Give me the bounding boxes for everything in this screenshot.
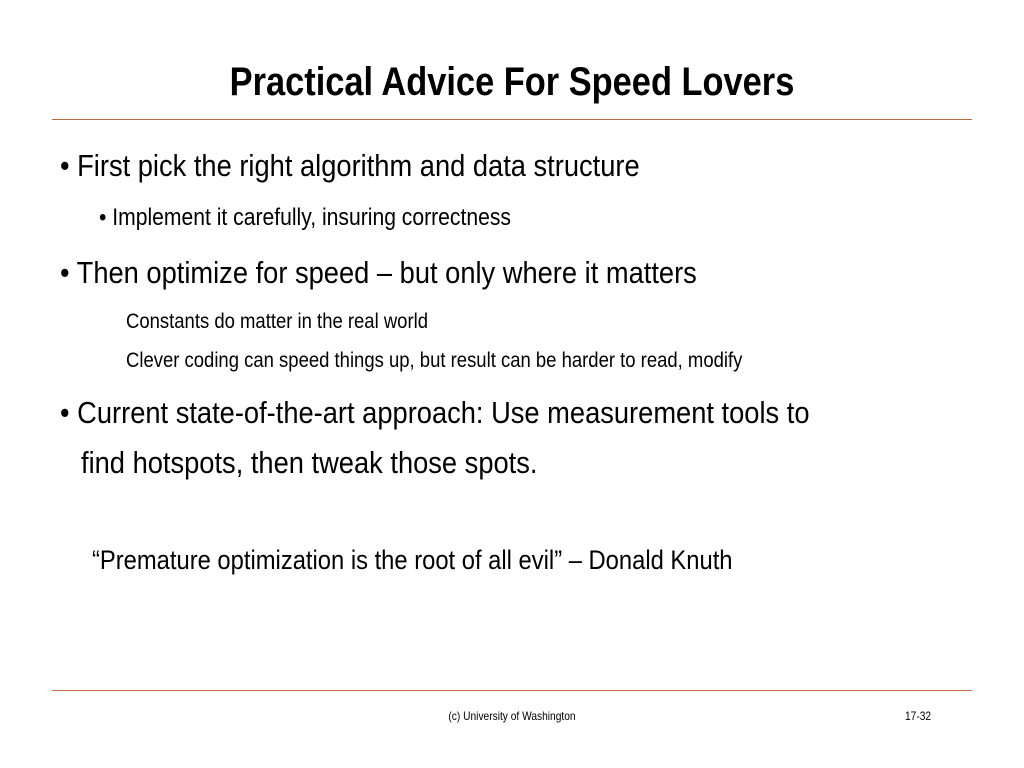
- detail-line-1: Constants do matter in the real world: [126, 310, 428, 333]
- bullet-item-2: [60, 255, 697, 291]
- footer-copyright: (c) University of Washington: [448, 709, 576, 723]
- knuth-quote: “Premature optimization is the root of all evil” – Donald Knuth: [92, 545, 733, 575]
- bullet-text: Then optimize for speed – but only where it matters: [76, 255, 697, 290]
- slide-number: 17-32: [905, 709, 932, 723]
- bullet-text: First pick the right algorithm and data structure: [77, 148, 640, 183]
- bullet-item-3-continuation: find hotspots, then tweak those spots.: [81, 445, 538, 480]
- bullet-text: Current state-of-the-art approach: Use measurement tools to: [77, 395, 810, 430]
- bullet-marker: •: [60, 255, 70, 290]
- bullet-marker: •: [99, 204, 107, 231]
- sub-bullet-item-1: [99, 204, 511, 232]
- footer-divider: [52, 690, 972, 691]
- bullet-marker: •: [60, 395, 70, 430]
- bullet-marker: •: [60, 148, 70, 183]
- bullet-item-3: [60, 395, 809, 431]
- bullet-text: Implement it carefully, insuring correctness: [112, 204, 511, 231]
- detail-line-2: Clever coding can speed things up, but result can be harder to read, modify: [126, 349, 743, 372]
- bullet-item-1: [60, 148, 640, 184]
- slide-title: Practical Advice For Speed Lovers: [229, 60, 795, 104]
